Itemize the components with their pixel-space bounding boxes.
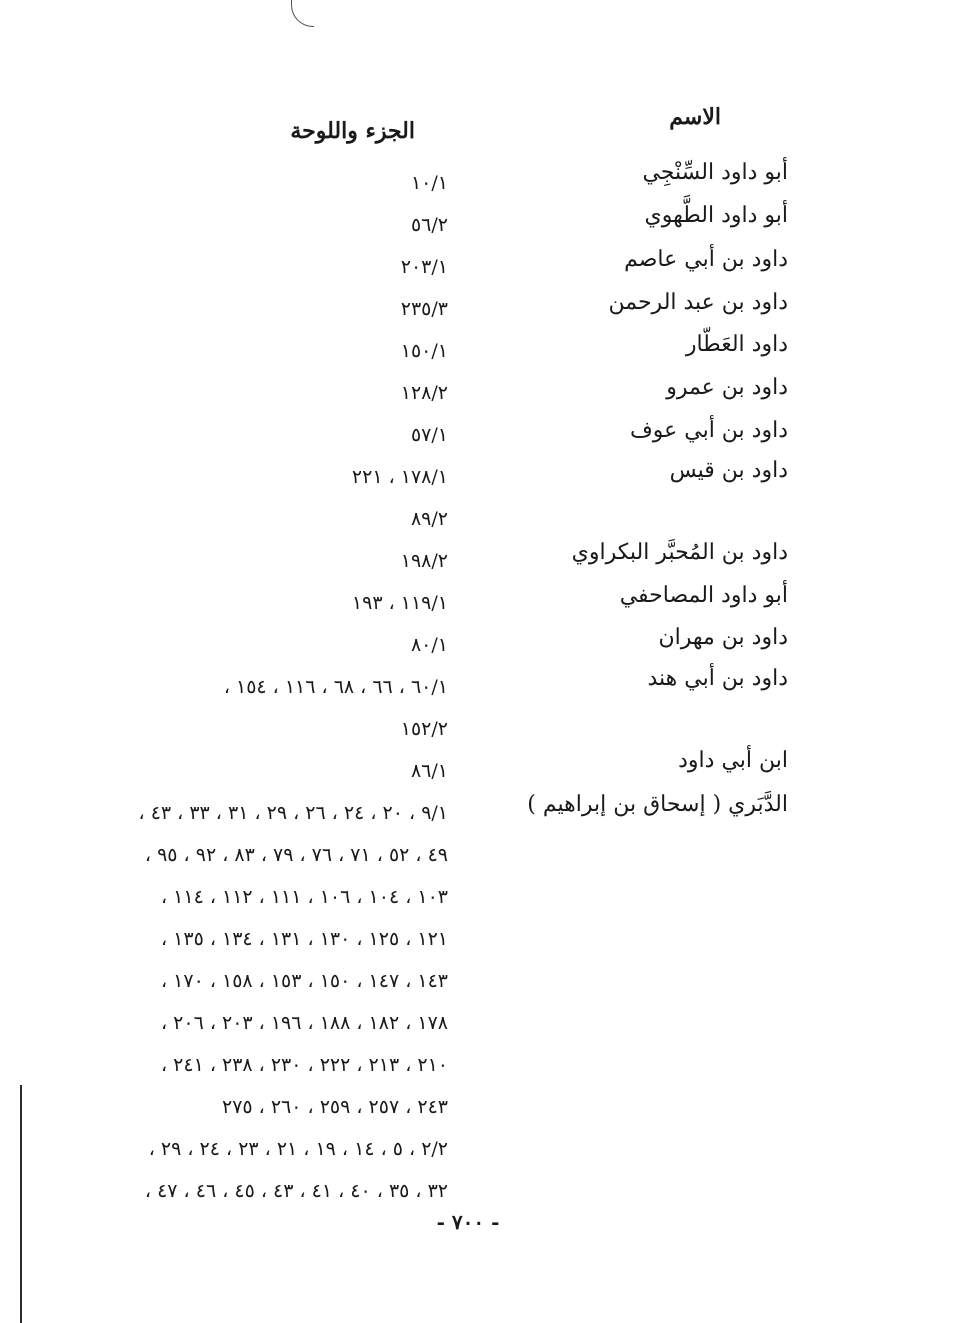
reference-entry: ١٥٠/١ (400, 340, 448, 362)
reference-entry: ١١٩/١ ، ١٩٣ (351, 592, 448, 614)
scan-edge-line (20, 1085, 22, 1323)
references-list (28, 0, 448, 1230)
reference-entry: ١٠/١ (410, 172, 448, 194)
reference-entry: ٨٠/١ (410, 634, 448, 656)
reference-entry: ٥٦/٢ (410, 214, 448, 236)
reference-entry: ٤٩ ، ٥٢ ، ٧١ ، ٧٦ ، ٧٩ ، ٨٣ ، ٩٢ ، ٩٥ ، (144, 844, 448, 866)
reference-entry: ٦٠/١ ، ٦٦ ، ٦٨ ، ١١٦ ، ١٥٤ ، (223, 676, 448, 698)
reference-entry: ١٢٨/٢ (400, 382, 448, 404)
name-entry: أبو داود المصاحفي (619, 583, 788, 608)
name-entry: الدَّبَري ( إسحاق بن إبراهيم ) (527, 792, 788, 817)
name-entry: داود العَطّار (685, 332, 788, 357)
name-entry: أبو داود الطَّهوي (644, 203, 788, 228)
reference-entry: ٥٧/١ (410, 424, 448, 446)
reference-entry: ١٥٢/٢ (400, 718, 448, 740)
reference-entry: ٢٠٣/١ (400, 256, 448, 278)
reference-entry: ١٧٨/١ ، ٢٢١ (351, 466, 448, 488)
name-entry: داود بن أبي عوف (629, 418, 788, 443)
reference-entry: ٩/١ ، ٢٠ ، ٢٤ ، ٢٦ ، ٢٩ ، ٣١ ، ٣٣ ، ٤٣ ، (138, 802, 448, 824)
reference-entry: ٣٢ ، ٣٥ ، ٤٠ ، ٤١ ، ٤٣ ، ٤٥ ، ٤٦ ، ٤٧ ، (144, 1180, 448, 1202)
reference-entry: ٢/٢ ، ٥ ، ١٤ ، ١٩ ، ٢١ ، ٢٣ ، ٢٤ ، ٢٩ ، (148, 1138, 448, 1160)
name-entry: ابن أبي داود (678, 748, 788, 773)
reference-entry: ٨٦/١ (410, 760, 448, 782)
name-entry: داود بن عمرو (666, 375, 788, 400)
reference-entry: ٢١٠ ، ٢١٣ ، ٢٢٢ ، ٢٣٠ ، ٢٣٨ ، ٢٤١ ، (160, 1054, 448, 1076)
reference-entry: ١٤٣ ، ١٤٧ ، ١٥٠ ، ١٥٣ ، ١٥٨ ، ١٧٠ ، (160, 970, 448, 992)
reference-column-header: الجزء واللوحة (290, 118, 415, 144)
reference-entry: ٢٣٥/٣ (400, 298, 448, 320)
reference-entry: ١٢١ ، ١٢٥ ، ١٣٠ ، ١٣١ ، ١٣٤ ، ١٣٥ ، (160, 928, 448, 950)
name-entry: أبو داود السِّنْجِي (642, 160, 788, 185)
page-number: - ٧٠٠ - (436, 1210, 500, 1234)
reference-entry: ٢٤٣ ، ٢٥٧ ، ٢٥٩ ، ٢٦٠ ، ٢٧٥ (222, 1096, 448, 1118)
reference-entry: ١٠٣ ، ١٠٤ ، ١٠٦ ، ١١١ ، ١١٢ ، ١١٤ ، (160, 886, 448, 908)
name-entry: داود بن قيس (669, 458, 788, 483)
reference-entry: ٨٩/٢ (410, 508, 448, 530)
name-entry: داود بن أبي عاصم (624, 247, 788, 272)
reference-entry: ١٧٨ ، ١٨٢ ، ١٨٨ ، ١٩٦ ، ٢٠٣ ، ٢٠٦ ، (160, 1012, 448, 1034)
name-entry: داود بن مهران (658, 625, 788, 650)
name-entry: داود بن أبي هند (647, 666, 788, 691)
name-column-header: الاسم (669, 104, 721, 130)
reference-entry: ١٩٨/٢ (400, 550, 448, 572)
name-entry: داود بن عبد الرحمن (608, 290, 788, 315)
name-entry: داود بن المُحبَّر البكراوي (571, 540, 788, 565)
